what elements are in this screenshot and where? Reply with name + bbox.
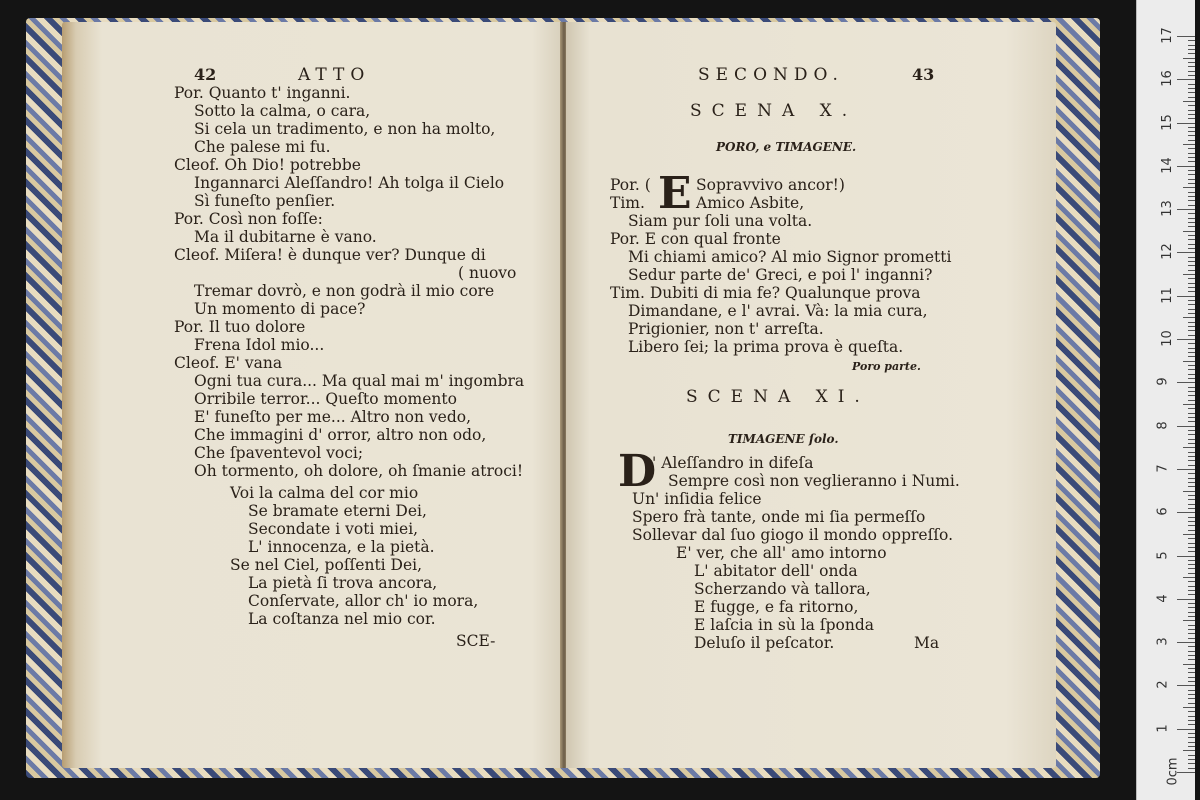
ruler-tick xyxy=(1188,551,1195,552)
ruler-tick xyxy=(1188,343,1195,344)
ruler-tick xyxy=(1188,646,1195,647)
ruler-label: 4 xyxy=(1155,594,1171,603)
text-line: Si cela un tradimento, e non ha molto, xyxy=(194,120,496,138)
text-line: Scherzando và tallora, xyxy=(694,580,871,598)
ruler-label: 7 xyxy=(1155,464,1171,473)
ruler-tick xyxy=(1183,577,1195,578)
text-line: Sopravvivo ancor!) xyxy=(696,176,845,194)
text-line: Por. E con qual fronte xyxy=(610,230,781,248)
ruler-tick xyxy=(1188,88,1195,89)
ruler-tick xyxy=(1188,672,1195,673)
ruler-tick xyxy=(1188,413,1195,414)
ruler-tick xyxy=(1188,335,1195,336)
ruler-tick xyxy=(1188,270,1195,271)
ruler-tick xyxy=(1188,607,1195,608)
text-line: Ingannarci Aleſſandro! Ah tolga il Cielo xyxy=(194,174,505,192)
text-line: Un momento di pace? xyxy=(194,300,366,318)
ruler-tick xyxy=(1188,560,1195,561)
text-line: Ogni tua cura... Ma qual mai m' ingombra xyxy=(194,372,525,390)
ruler-tick xyxy=(1188,612,1195,613)
stage-direction: Poro parte. xyxy=(852,360,921,373)
text-line: E laſcia in sù la ſponda xyxy=(694,616,874,634)
text-line: Un' inſidia felice xyxy=(632,490,762,508)
ruler-tick xyxy=(1188,443,1195,444)
ruler-tick xyxy=(1188,378,1195,379)
text-line: Che palese mi fu. xyxy=(194,138,331,156)
ruler-tick xyxy=(1183,361,1195,362)
ruler-tick xyxy=(1188,499,1195,500)
ruler-tick xyxy=(1188,140,1195,141)
ruler-tick xyxy=(1188,460,1195,461)
ruler-tick xyxy=(1188,564,1195,565)
ruler-tick xyxy=(1188,170,1195,171)
text-line: L' abitator dell' onda xyxy=(694,562,858,580)
ruler-tick xyxy=(1188,651,1195,652)
ruler-tick xyxy=(1188,291,1195,292)
text-line: Sollevar dal ſuo giogo il mondo oppreſſo. xyxy=(632,526,954,544)
text-line: Spero frà tante, onde mi ſia permeſſo xyxy=(632,508,926,526)
ruler-tick xyxy=(1177,599,1195,600)
ruler-tick xyxy=(1188,655,1195,656)
ruler-tick xyxy=(1188,200,1195,201)
ruler-tick xyxy=(1177,426,1195,427)
ruler-tick xyxy=(1188,668,1195,669)
ruler-tick xyxy=(1177,36,1195,37)
text-line: La coſtanza nel mio cor. xyxy=(248,610,436,628)
text-line: Sì funeſto penſier. xyxy=(194,192,336,210)
ruler-tick xyxy=(1188,473,1195,474)
text-line: Por. Quanto t' inganni. xyxy=(174,84,351,102)
catchword-right: Ma xyxy=(914,634,940,652)
ruler-tick xyxy=(1188,218,1195,219)
ruler-tick xyxy=(1188,568,1195,569)
ruler-tick xyxy=(1188,581,1195,582)
ruler-label: 2 xyxy=(1155,680,1171,690)
ruler-tick xyxy=(1188,387,1195,388)
ruler-tick xyxy=(1183,534,1195,535)
ruler-tick xyxy=(1188,720,1195,721)
text-line: Deluſo il peſcator. xyxy=(694,634,835,652)
ruler-tick xyxy=(1183,187,1195,188)
ruler-tick xyxy=(1188,629,1195,630)
ruler-tick xyxy=(1177,339,1195,340)
ruler-tick xyxy=(1188,724,1195,725)
ruler-tick xyxy=(1188,40,1195,41)
ruler-label: 16 xyxy=(1159,70,1175,87)
text-line: Orribile terror... Queſto momento xyxy=(194,390,457,408)
ruler-label: 13 xyxy=(1159,200,1175,217)
text-line: Se bramate eterni Dei, xyxy=(248,502,427,520)
ruler-tick xyxy=(1177,556,1195,557)
text-line: Che ſpaventevol voci; xyxy=(194,444,364,462)
text-line: Siam pur ſoli una volta. xyxy=(628,212,813,230)
text-line: Dimandane, e l' avrai. Và: la mia cura, xyxy=(628,302,928,320)
ruler-tick xyxy=(1177,382,1195,383)
text-line: Ma il dubitarne è vano. xyxy=(194,228,377,246)
ruler-tick xyxy=(1188,235,1195,236)
ruler-tick xyxy=(1188,768,1195,769)
ruler-tick xyxy=(1177,642,1195,643)
ruler-tick xyxy=(1188,84,1195,85)
ruler-tick xyxy=(1177,79,1195,80)
ruler-tick xyxy=(1188,374,1195,375)
ruler-tick xyxy=(1188,174,1195,175)
ruler-tick xyxy=(1188,395,1195,396)
ruler-label: 9 xyxy=(1155,377,1171,386)
ruler-tick xyxy=(1177,469,1195,470)
ruler-tick xyxy=(1188,456,1195,457)
ruler-tick xyxy=(1188,261,1195,262)
ruler-tick xyxy=(1188,369,1195,370)
ruler-tick xyxy=(1188,594,1195,595)
text-line: Sempre così non veglieranno i Numi. xyxy=(668,472,960,490)
ruler-tick xyxy=(1188,248,1195,249)
ruler-tick xyxy=(1188,161,1195,162)
ruler-tick xyxy=(1188,659,1195,660)
text-line: Libero ſei; la prima prova è queſta. xyxy=(628,338,904,356)
text-line: Mi chiami amico? Al mio Signor prometti xyxy=(628,248,952,266)
ruler-tick xyxy=(1188,543,1195,544)
text-line: Tremar dovrò, e non godrà il mio core xyxy=(194,282,495,300)
ruler-tick xyxy=(1188,330,1195,331)
text-line: Frena Idol mio... xyxy=(194,336,325,354)
ruler-tick xyxy=(1188,521,1195,522)
text-line: Cleof. Miſera! è dunque ver? Dunque di xyxy=(174,246,486,264)
ruler-label: 11 xyxy=(1159,286,1175,304)
ruler-tick xyxy=(1188,698,1195,699)
ruler-tick xyxy=(1188,421,1195,422)
text-line: Tim. Dubiti di mia fe? Qualunque prova xyxy=(610,284,921,302)
ruler-tick xyxy=(1188,278,1195,279)
ruler-tick xyxy=(1188,434,1195,435)
text-line: Se nel Ciel, poſſenti Dei, xyxy=(230,556,423,574)
ruler-tick xyxy=(1188,633,1195,634)
ruler-tick xyxy=(1177,685,1195,686)
ruler-tick xyxy=(1183,664,1195,665)
text-line: ( nuovo xyxy=(458,264,517,282)
ruler-tick xyxy=(1188,746,1195,747)
ruler-tick xyxy=(1183,707,1195,708)
ruler-tick xyxy=(1188,356,1195,357)
ruler-tick xyxy=(1188,538,1195,539)
ruler-tick xyxy=(1188,352,1195,353)
text-line: Voi la calma del cor mio xyxy=(230,484,419,502)
text-line: E fugge, e fa ritorno, xyxy=(694,598,859,616)
text-line: Cleof. E' vana xyxy=(174,354,283,372)
ruler-label: 3 xyxy=(1155,637,1171,646)
ruler-tick xyxy=(1188,703,1195,704)
ruler-tick xyxy=(1188,309,1195,310)
ruler-tick xyxy=(1188,681,1195,682)
ruler-tick xyxy=(1188,131,1195,132)
ruler-tick xyxy=(1177,296,1195,297)
ruler-label: 5 xyxy=(1155,550,1171,560)
ruler-tick xyxy=(1188,616,1195,617)
ruler-tick xyxy=(1188,690,1195,691)
ruler-tick xyxy=(1188,495,1195,496)
ruler-tick xyxy=(1177,166,1195,167)
ruler-tick xyxy=(1183,404,1195,405)
ruler-tick xyxy=(1188,465,1195,466)
right-page xyxy=(566,22,1056,768)
ruler-tick xyxy=(1188,590,1195,591)
text-line: Por. Così non foſſe: xyxy=(174,210,323,228)
ruler-tick xyxy=(1183,620,1195,621)
ruler-tick xyxy=(1188,239,1195,240)
left-page xyxy=(62,22,562,768)
ruler-tick xyxy=(1188,716,1195,717)
ruler-tick xyxy=(1177,729,1195,730)
ruler-tick xyxy=(1188,75,1195,76)
scene-x-title: SCENA X. xyxy=(690,101,858,121)
ruler-label: 12 xyxy=(1159,243,1175,261)
ruler-tick xyxy=(1188,62,1195,63)
text-line: ' Aleſſandro in difeſa xyxy=(652,454,814,472)
ruler-tick xyxy=(1177,512,1195,513)
ruler-tick xyxy=(1188,300,1195,301)
ruler-tick xyxy=(1183,274,1195,275)
ruler-tick xyxy=(1183,750,1195,751)
text-line: Tim. xyxy=(610,194,645,212)
ruler-tick xyxy=(1188,322,1195,323)
text-line: Oh tormento, oh dolore, oh ſmanie atroci! xyxy=(194,462,524,480)
scene-xi-title: SCENA XI. xyxy=(686,387,870,407)
ruler-tick xyxy=(1188,49,1195,50)
ruler-tick xyxy=(1188,755,1195,756)
ruler-tick xyxy=(1177,123,1195,124)
ruler-tick xyxy=(1188,417,1195,418)
ruler-tick xyxy=(1188,287,1195,288)
text-line: Cleof. Oh Dio! potrebbe xyxy=(174,156,361,174)
ruler-tick xyxy=(1188,66,1195,67)
ruler-label: 15 xyxy=(1159,113,1175,131)
ruler-tick xyxy=(1188,348,1195,349)
ruler-tick xyxy=(1188,452,1195,453)
ruler-label: 14 xyxy=(1159,157,1175,174)
ruler-tick xyxy=(1183,491,1195,492)
ruler-tick xyxy=(1188,226,1195,227)
ruler-tick xyxy=(1188,517,1195,518)
ruler-tick xyxy=(1188,265,1195,266)
ruler-tick xyxy=(1188,222,1195,223)
ruler-tick xyxy=(1188,486,1195,487)
ruler-tick xyxy=(1188,244,1195,245)
ruler-tick xyxy=(1188,148,1195,149)
text-line: Amico Asbite, xyxy=(696,194,805,212)
text-line: Por. Il tuo dolore xyxy=(174,318,306,336)
ruler-tick xyxy=(1177,209,1195,210)
ruler-tick xyxy=(1188,365,1195,366)
ruler-tick xyxy=(1188,135,1195,136)
ruler-tick xyxy=(1188,313,1195,314)
ruler-tick xyxy=(1188,45,1195,46)
ruler-tick xyxy=(1188,586,1195,587)
ruler-tick xyxy=(1188,408,1195,409)
ruler-tick xyxy=(1188,53,1195,54)
ruler-tick xyxy=(1188,257,1195,258)
ruler-tick xyxy=(1188,625,1195,626)
page-number-left: 42 xyxy=(194,65,217,84)
ruler-tick xyxy=(1188,105,1195,106)
text-line: Secondate i voti miei, xyxy=(248,520,419,538)
ruler-tick xyxy=(1188,114,1195,115)
page-number-right: 43 xyxy=(912,65,935,84)
ruler-tick xyxy=(1188,183,1195,184)
ruler-tick xyxy=(1183,231,1195,232)
ruler-tick xyxy=(1188,733,1195,734)
ruler-tick xyxy=(1188,110,1195,111)
ruler-tick xyxy=(1188,573,1195,574)
ruler-tick xyxy=(1183,317,1195,318)
ruler-tick xyxy=(1188,326,1195,327)
ruler-tick xyxy=(1188,638,1195,639)
ruler-tick xyxy=(1188,153,1195,154)
ruler-tick xyxy=(1188,478,1195,479)
ruler-tick xyxy=(1188,118,1195,119)
ruler-tick xyxy=(1188,711,1195,712)
ruler-tick xyxy=(1188,530,1195,531)
ruler-tick xyxy=(1188,391,1195,392)
ruler-tick xyxy=(1188,759,1195,760)
ruler-label: 17 xyxy=(1159,27,1175,44)
ruler-tick xyxy=(1188,127,1195,128)
ruler-tick xyxy=(1188,92,1195,93)
ruler-label: 8 xyxy=(1155,420,1171,430)
ruler-tick xyxy=(1188,439,1195,440)
ruler-tick xyxy=(1188,205,1195,206)
ruler-tick xyxy=(1188,213,1195,214)
text-line: Sotto la calma, o cara, xyxy=(194,102,371,120)
ruler-tick xyxy=(1183,58,1195,59)
scene-x-characters: PORO, e TIMAGENE. xyxy=(716,140,857,154)
text-line: Por. ( xyxy=(610,176,651,194)
ruler-tick xyxy=(1188,71,1195,72)
ruler-tick xyxy=(1188,430,1195,431)
ruler-tick xyxy=(1188,504,1195,505)
ruler-label: 10 xyxy=(1159,330,1175,347)
text-line: L' innocenza, e la pietà. xyxy=(248,538,435,556)
ruler-label: 0cm xyxy=(1165,757,1181,786)
text-line: La pietà ſi trova ancora, xyxy=(248,574,438,592)
ruler-tick xyxy=(1188,603,1195,604)
ruler-tick xyxy=(1188,97,1195,98)
drop-cap-e: E xyxy=(658,168,692,219)
ruler-tick xyxy=(1188,694,1195,695)
ruler-tick xyxy=(1183,101,1195,102)
scene-xi-characters: TIMAGENE ſolo. xyxy=(728,432,839,446)
ruler-tick xyxy=(1188,547,1195,548)
ruler-tick xyxy=(1188,763,1195,764)
ruler-tick xyxy=(1188,525,1195,526)
ruler-tick xyxy=(1183,144,1195,145)
ruler-tick xyxy=(1188,196,1195,197)
ruler-tick xyxy=(1188,400,1195,401)
ruler-tick xyxy=(1177,252,1195,253)
ruler-tick xyxy=(1188,192,1195,193)
text-line: E' ver, che all' amo intorno xyxy=(676,544,887,562)
text-line: Conſervate, allor ch' io mora, xyxy=(248,592,479,610)
text-line: E' funeſto per me... Altro non vedo, xyxy=(194,408,471,426)
ruler-label: 1 xyxy=(1155,724,1171,733)
ruler-tick xyxy=(1188,508,1195,509)
ruler-tick xyxy=(1188,283,1195,284)
catchword-left: SCE- xyxy=(456,632,496,650)
text-line: Prigionier, non t' arreſta. xyxy=(628,320,824,338)
ruler-tick xyxy=(1183,447,1195,448)
text-line: Sedur parte de' Greci, e poi l' inganni? xyxy=(628,266,933,284)
text-line: Che immagini d' orror, altro non odo, xyxy=(194,426,487,444)
ruler-tick xyxy=(1188,737,1195,738)
ruler-tick xyxy=(1188,742,1195,743)
running-head-left: ATTO xyxy=(298,65,371,85)
running-head-right: SECONDO. xyxy=(698,65,844,85)
measurement-ruler xyxy=(1136,0,1195,800)
ruler-tick xyxy=(1188,677,1195,678)
ruler-label: 6 xyxy=(1155,507,1171,516)
ruler-tick xyxy=(1188,482,1195,483)
ruler-tick xyxy=(1188,157,1195,158)
ruler-tick xyxy=(1188,179,1195,180)
drop-cap-d: D xyxy=(618,446,657,497)
ruler-tick xyxy=(1188,304,1195,305)
